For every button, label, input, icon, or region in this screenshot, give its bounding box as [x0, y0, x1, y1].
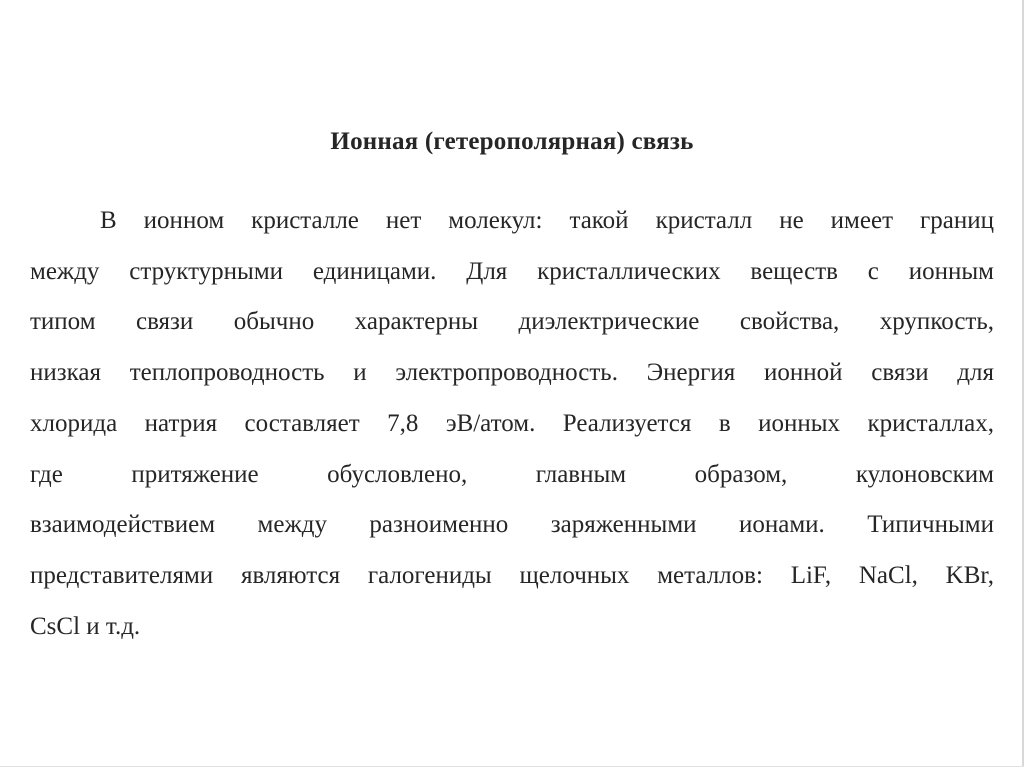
- document-title: Ионная (гетерополярная) связь: [330, 128, 694, 155]
- paragraph-line-9: CsCl и т.д.: [30, 612, 141, 640]
- body-paragraph: [30, 196, 994, 652]
- paragraph-line-4: низкая теплопроводность и электропроводность. Энергия ионной связи для: [30, 359, 994, 387]
- paragraph-line-7: взаимодействием между разноименно заряженными ионами. Типичными: [30, 511, 994, 539]
- paragraph-line-8: представителями являются галогениды щелочных металлов: LiF, NaCl, KBr,: [30, 561, 994, 589]
- paragraph-line-6: где притяжение обусловлено, главным образом, кулоновским: [30, 460, 994, 488]
- paragraph-line-1: В ионном кристалле нет молекул: такой кристалл не имеет границ: [100, 207, 994, 234]
- paragraph-line-5: хлорида натрия составляет 7,8 эВ/атом. Реализуется в ионных кристаллах,: [30, 409, 994, 437]
- paragraph-line-2: между структурными единицами. Для кристаллических веществ с ионным: [30, 257, 994, 285]
- paragraph-line-3: типом связи обычно характерны диэлектрические свойства, хрупкость,: [30, 308, 994, 336]
